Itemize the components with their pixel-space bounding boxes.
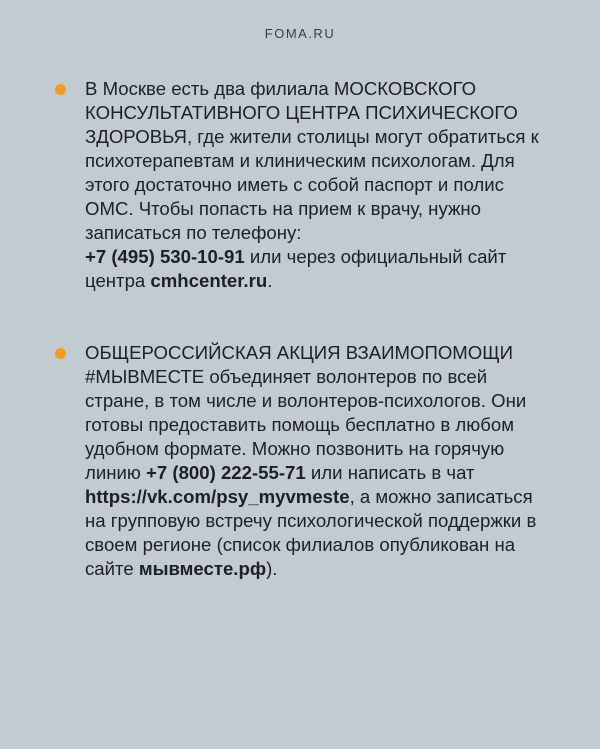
website-link[interactable]: cmhcenter.ru [150, 270, 268, 291]
list-item [55, 341, 555, 581]
bullet-icon [55, 84, 66, 95]
bullet-icon [55, 348, 66, 359]
phone-link[interactable]: +7 (800) 222-55-71 [146, 462, 306, 483]
list-item [55, 77, 555, 293]
site-name: FOMA.RU [264, 26, 336, 41]
chat-link[interactable]: https://vk.com/psy_myvmeste [85, 486, 350, 507]
item-text: ОБЩЕРОССИЙСКАЯ АКЦИЯ ВЗАИМОПОМОЩИ #МЫВМЕСТЕ объединяет волонтеров по всей стране, в том числе и волонтеров-психологов. Они готовы предоставить помощь бесплатно в любом удобном формате. Можно позвонить на горячую линию +7 (800) 222-55-71 или написать в чат https://vk.com/psy_myvmeste, а можно записаться на групповую встречу психологической поддержки в своем регионе (список филиалов опубликован на сайте мывместе.рф). [85, 342, 537, 579]
website-link[interactable]: мывместе.рф [138, 558, 267, 579]
item-text: В Москве есть два филиала МОСКОВСКОГО КОНСУЛЬТАТИВНОГО ЦЕНТРА ПСИХИЧЕСКОГО ЗДОРОВЬЯ, где жители столицы могут обратиться к психотерапевтам и клиническим психологам. Для этого достаточно иметь с собой паспорт и полис ОМС. Чтобы попасть на прием к врачу, нужно записаться по телефону: +7 (495) 530-10-91 или через официальный сайт центра cmhcenter.ru. [85, 78, 539, 291]
phone-link[interactable]: +7 (495) 530-10-91 [85, 246, 245, 267]
